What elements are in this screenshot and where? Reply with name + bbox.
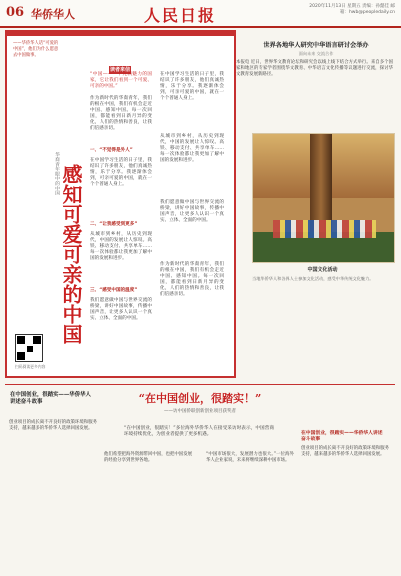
lower-section-rule [5,384,395,385]
lower-column-2: 他们希望把海外资源带回中国，也把中国发展的经验分享到世界各地。 [104,452,192,463]
paper-logo: 人民日报 [144,6,217,25]
dateline: 2020年11月13日 星期五 责编：孙懿佳 邮箱：hwb@peopledaily.cn [309,4,395,15]
photo-caption-title: 中国文化活动 [307,267,338,273]
lower-headline: “在中国创业，很踏实！” [138,392,262,405]
page-number: 06 [6,5,25,20]
feature-subhead-2: 二、“让我感受到更多” [90,222,138,227]
lower-subheadline: ——访中国侨联创新创业项目获奖者 [164,409,236,414]
qr-code[interactable] [15,334,43,362]
lower-column-3: “中国市场很大，发展潜力也很大。”一位海外华人企业家说，未来将继续深耕中国市场。 [206,452,294,463]
sidebar-headline: 世界各地华人研究中华语言研讨会举办 [263,42,369,49]
cultural-activity-photo [252,133,395,263]
qr-caption: 扫码阅读更多内容 [15,364,46,369]
feature-top-rule [7,32,234,36]
feature-subhead-3: 三、“感受中国的温度” [90,288,138,293]
feature-text-column-3: 从城市到乡村，从历史到现代，中国的发展让人惊叹。高铁、移动支付、共享单车……每一次体验都让我更加了解中国的发展和进步。 [90,232,152,261]
feature-text-column-1: 作为新时代的华裔青年，我们的根在中国，我们有机会走近中国、感知中国。每一次回国，都能看到日新月异的变化，人们的热情和善良，让我们倍感亲切。 [90,96,152,131]
feature-text-column-6: 从城市到乡村，从历史到现代，中国的发展让人惊叹。高铁、移动支付、共享单车……每一次体验都让我更加了解中国的发展和进步。 [160,134,224,163]
feature-subhead-1: 一、“不觉得是外人” [90,148,133,153]
feature-text-column-5: 在中国学习生活的日子里，我结识了许多朋友，他们真诚热情，乐于分享。我逐渐体会到，可亲可爱的中国，就在一个个普通人身上。 [160,72,224,101]
feature-quote: “中国——一个充满魅力的国家，它让我们看到一个可爱、可亲的中国。” [90,72,152,89]
lower-lead: “在中国创业，很踏实！”多位海外华侨华人在接受采访时表示，中国营商环境持续优化，为创业者提供了更多机遇。 [124,426,274,437]
lower-column-1: 创业项目的成长离不开良好的政策环境和服务支持，越来越多的华侨华人选择回国发展。 [9,420,97,431]
feature-text-column-2: 在中国学习生活的日子里，我结识了许多朋友，他们真诚热情，乐于分享。我逐渐体会到，可亲可爱的中国，就在一个个普通人身上。 [90,158,152,187]
feature-story [5,30,236,378]
lower-column-4: 创业项目的成长离不开良好的政策环境和服务支持，越来越多的华侨华人选择回国发展。 [301,446,389,457]
sidebar-text: 本报电 近日，世界华文教育论坛和研究会以线上线下结合方式举行。来自多个国家和地区的专家学者围绕华文教育、中华语言文化传播等议题进行交流，探讨华文教育发展新路径。 [236,60,393,77]
feature-text-column-8: 作为新时代的华裔青年，我们的根在中国，我们有机会走近中国、感知中国。每一次回国，都能看到日新月异的变化，人们的热情和善良，让我们倍感亲切。 [160,262,224,297]
left-lower-title: 在中国创业，很踏实——华侨华人讲述奋斗故事 [10,392,91,405]
section-name: 华侨华人 [31,8,75,21]
masthead [0,0,401,28]
feature-text-column-4: 我们愿意做中国与世界交流的桥梁，讲好中国故事，传播中国声音，让更多人认识一个真实、立体、全面的中国。 [90,298,152,321]
feature-headline: 感知可爱可亲的中国 [59,164,83,344]
feature-text-column-7: 我们愿意做中国与世界交流的桥梁，讲好中国故事，传播中国声音，让更多人认识一个真实、立体、全面的中国。 [160,200,224,223]
feature-side-title: 华裔青年眼中的中国 [54,152,59,196]
lower-right-subhead: 在中国创业，很踏实——华侨华人讲述奋斗故事 [301,431,383,442]
feature-deck: ——华侨华人话“可爱的中国”，他们为什么愿意去中国做事。 [13,41,59,58]
photo-caption-text: 当地华侨华人和各界人士参加文化活动，感受中华传统文化魅力。 [252,276,374,281]
crowd-shape [273,220,376,238]
feature-tag: 读者来信 [109,67,130,73]
sidebar-subheadline: 面向未来 交流合作 [298,51,334,56]
